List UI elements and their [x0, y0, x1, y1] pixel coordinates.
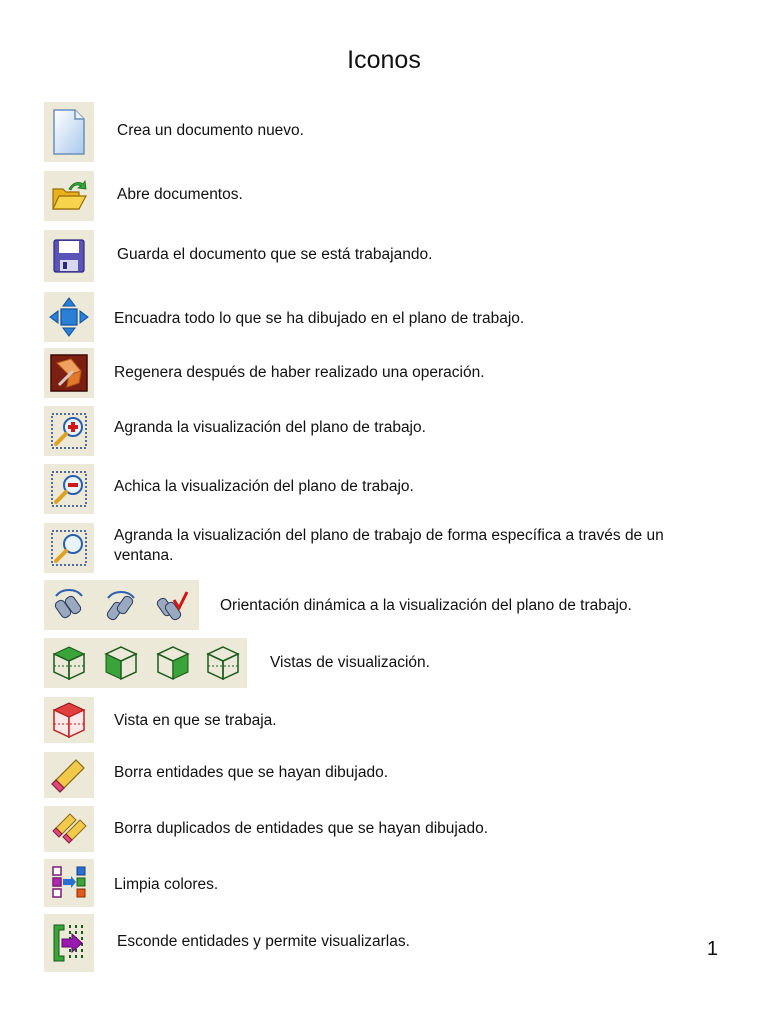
erase-icon	[50, 756, 88, 794]
page-number: 1	[706, 938, 718, 960]
view-cube-top-icon	[50, 644, 88, 682]
item-description: Vistas de visualización.	[270, 654, 430, 671]
erase-duplicates-icon	[50, 810, 88, 848]
zoom-window-icon	[49, 528, 89, 568]
open-folder-icon-tile	[44, 171, 94, 221]
orbit-constrained-icon	[152, 586, 190, 624]
item-description: Agranda la visualización del plano de trabajo de forma específica a través de un ventana.	[114, 527, 664, 564]
page-title: Iconos	[347, 46, 421, 74]
item-description: Orientación dinámica a la visualización del plano de trabajo.	[220, 597, 632, 614]
hide-entities-icon	[50, 921, 88, 965]
item-description: Agranda la visualización del plano de trabajo.	[114, 419, 426, 436]
erase-duplicates-icon-tile	[44, 806, 94, 852]
item-description: Achica la visualización del plano de trabajo.	[114, 478, 414, 495]
save-floppy-icon	[52, 238, 86, 274]
item-description: Guarda el documento que se está trabajando.	[117, 246, 433, 263]
item-description: Borra duplicados de entidades que se hayan dibujado.	[114, 820, 488, 837]
view-cube-side-icon	[154, 644, 192, 682]
zoom-out-icon-tile	[44, 464, 94, 514]
item-description: Abre documentos.	[117, 186, 243, 203]
hide-entities-icon-tile	[44, 914, 94, 972]
item-description: Regenera después de haber realizado una operación.	[114, 364, 485, 381]
erase-icon-tile	[44, 752, 94, 798]
orbit-free-icon	[102, 586, 140, 624]
zoom-in-icon-tile	[44, 406, 94, 456]
view-cube-icons-tile	[44, 638, 247, 688]
zoom-window-icon-tile	[44, 523, 94, 573]
view-cube-front-icon	[102, 644, 140, 682]
new-document-icon-tile	[44, 102, 94, 162]
zoom-extents-icon-tile	[44, 292, 94, 342]
zoom-out-icon	[49, 469, 89, 509]
item-description: Crea un documento nuevo.	[117, 122, 304, 139]
current-view-icon	[50, 700, 88, 740]
view-cube-wire-icon	[204, 644, 242, 682]
item-description: Borra entidades que se hayan dibujado.	[114, 764, 389, 781]
item-description: Limpia colores.	[114, 876, 219, 893]
save-floppy-icon-tile	[44, 230, 94, 282]
regenerate-icon-tile	[44, 348, 94, 398]
current-view-icon-tile	[44, 697, 94, 743]
orbit-icons-tile	[44, 580, 199, 630]
new-document-icon	[51, 108, 87, 156]
orbit-icon	[50, 586, 88, 624]
item-description: Encuadra todo lo que se ha dibujado en el plano de trabajo.	[114, 310, 525, 327]
item-description: Esconde entidades y permite visualizarlas.	[117, 933, 410, 950]
item-description: Vista en que se trabaja.	[114, 712, 277, 729]
clean-colors-icon-tile	[44, 859, 94, 907]
zoom-in-icon	[49, 411, 89, 451]
open-folder-icon	[49, 177, 89, 215]
clean-colors-icon	[50, 864, 88, 902]
zoom-extents-icon	[48, 296, 90, 338]
regenerate-icon	[49, 353, 89, 393]
